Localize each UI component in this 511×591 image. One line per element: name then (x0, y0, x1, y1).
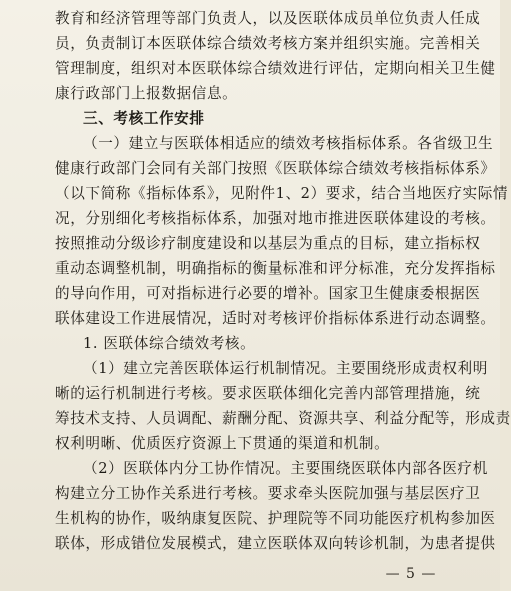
body-line: 教育和经济管理等部门负责人，以及医联体成员单位负责人任成 (55, 10, 481, 27)
body-line: 康行政部门上报数据信息。 (55, 85, 238, 102)
body-line: 权利明晰、优质医疗资源上下贯通的渠道和机制。 (55, 435, 390, 452)
body-line: （2）医联体内分工协作情况。主要围绕医联体内部各医疗机 (83, 460, 488, 477)
body-line: 健康行政部门会同有关部门按照《医联体综合绩效考核指标体系》 (55, 160, 496, 177)
section-heading: 三、考核工作安排 (83, 110, 205, 127)
body-line: 构建立分工协作关系进行考核。要求牵头医院加强与基层医疗卫 (55, 485, 481, 502)
body-line: 按照推动分级诊疗制度建设和以基层为重点的目标，建立指标权 (55, 235, 481, 252)
body-line: 筹技术支持、人员调配、薪酬分配、资源共享、利益分配等，形成责 (55, 410, 511, 427)
body-line: 晰的运行机制进行考核。要求医联体细化完善内部管理措施，统 (55, 385, 481, 402)
body-line: （1）建立完善医联体运行机制情况。主要围绕形成责权利明 (83, 360, 488, 377)
document-body (55, 6, 511, 556)
body-line: 的导向作用，可对指标进行必要的增补。国家卫生健康委根据医 (55, 285, 481, 302)
body-line: 况，分别细化考核指标体系，加强对地市推进医联体建设的考核。 (55, 210, 496, 227)
body-line: 联体，形成错位发展模式，建立医联体双向转诊机制，为患者提供 (55, 535, 496, 552)
body-line: 重动态调整机制，明确指标的衡量标准和评分标准，充分发挥指标 (55, 260, 496, 277)
body-line: （以下简称《指标体系》，见附件1、2）要求，结合当地医疗实际情 (55, 185, 509, 202)
body-line: 管理制度，组织对本医联体综合绩效进行评估，定期向相关卫生健 (55, 60, 496, 77)
page-number: — 5 — (385, 566, 437, 582)
body-line: （一）建立与医联体相适应的绩效考核指标体系。各省级卫生 (83, 135, 494, 152)
body-line: 联体建设工作进展情况，适时对考核评价指标体系进行动态调整。 (55, 310, 496, 327)
subsection-heading: 1. 医联体综合绩效考核。 (83, 335, 256, 352)
body-line: 员，负责制订本医联体综合绩效考核方案并组织实施。完善相关 (55, 35, 481, 52)
body-line: 生机构的协作，吸纳康复医院、护理院等不同功能医疗机构参加医 (55, 510, 496, 527)
